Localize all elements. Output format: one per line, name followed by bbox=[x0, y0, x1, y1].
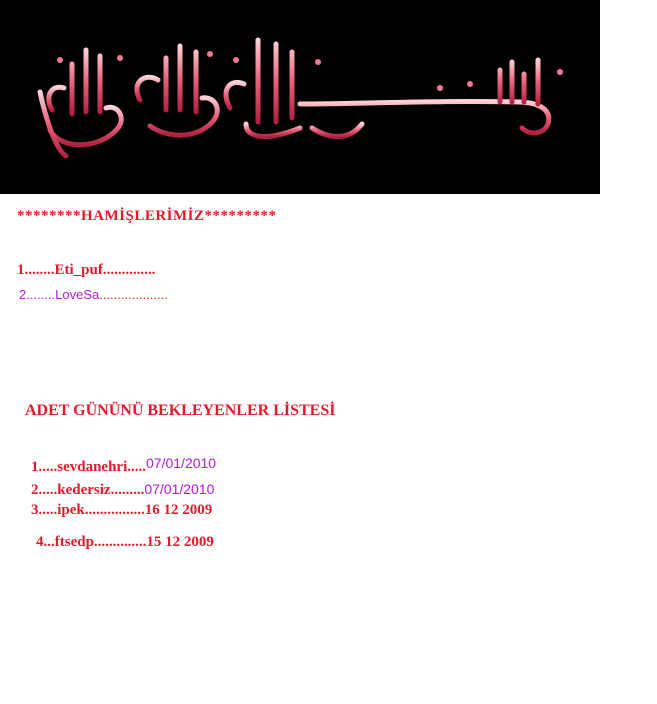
adet-item-4: 4...ftsedp..............15 12 2009 bbox=[36, 534, 214, 550]
hamiler-item-2-number: 2........ bbox=[19, 287, 56, 302]
adet-item-2 bbox=[31, 481, 214, 499]
adet-item-3: 3.....ipek................16 12 2009 bbox=[31, 502, 213, 518]
hamiler-item-2 bbox=[19, 287, 168, 302]
hamiler-item-2-dots: ................... bbox=[99, 287, 168, 302]
hamiler-item-2-name: LoveSa bbox=[55, 287, 100, 302]
adet-item-1-date: 07/01/2010 bbox=[146, 455, 217, 471]
hamiler-heading: ********HAMİŞLERİMİZ********* bbox=[17, 208, 277, 224]
adet-heading: ADET GÜNÜNÜ BEKLEYENLER LİSTESİ bbox=[25, 402, 336, 419]
adet-item-2-date: 07/01/2010 bbox=[144, 481, 215, 497]
adet-item-2-text: 2.....kedersiz......... bbox=[31, 482, 145, 498]
adet-item-1-text: 1.....sevdanehri..... bbox=[31, 459, 147, 475]
bismillah-banner bbox=[0, 0, 600, 194]
hamiler-item-1: 1........Eti_puf.............. bbox=[17, 262, 156, 278]
adet-item-1 bbox=[31, 455, 217, 476]
bismillah-calligraphy-image bbox=[0, 0, 600, 194]
